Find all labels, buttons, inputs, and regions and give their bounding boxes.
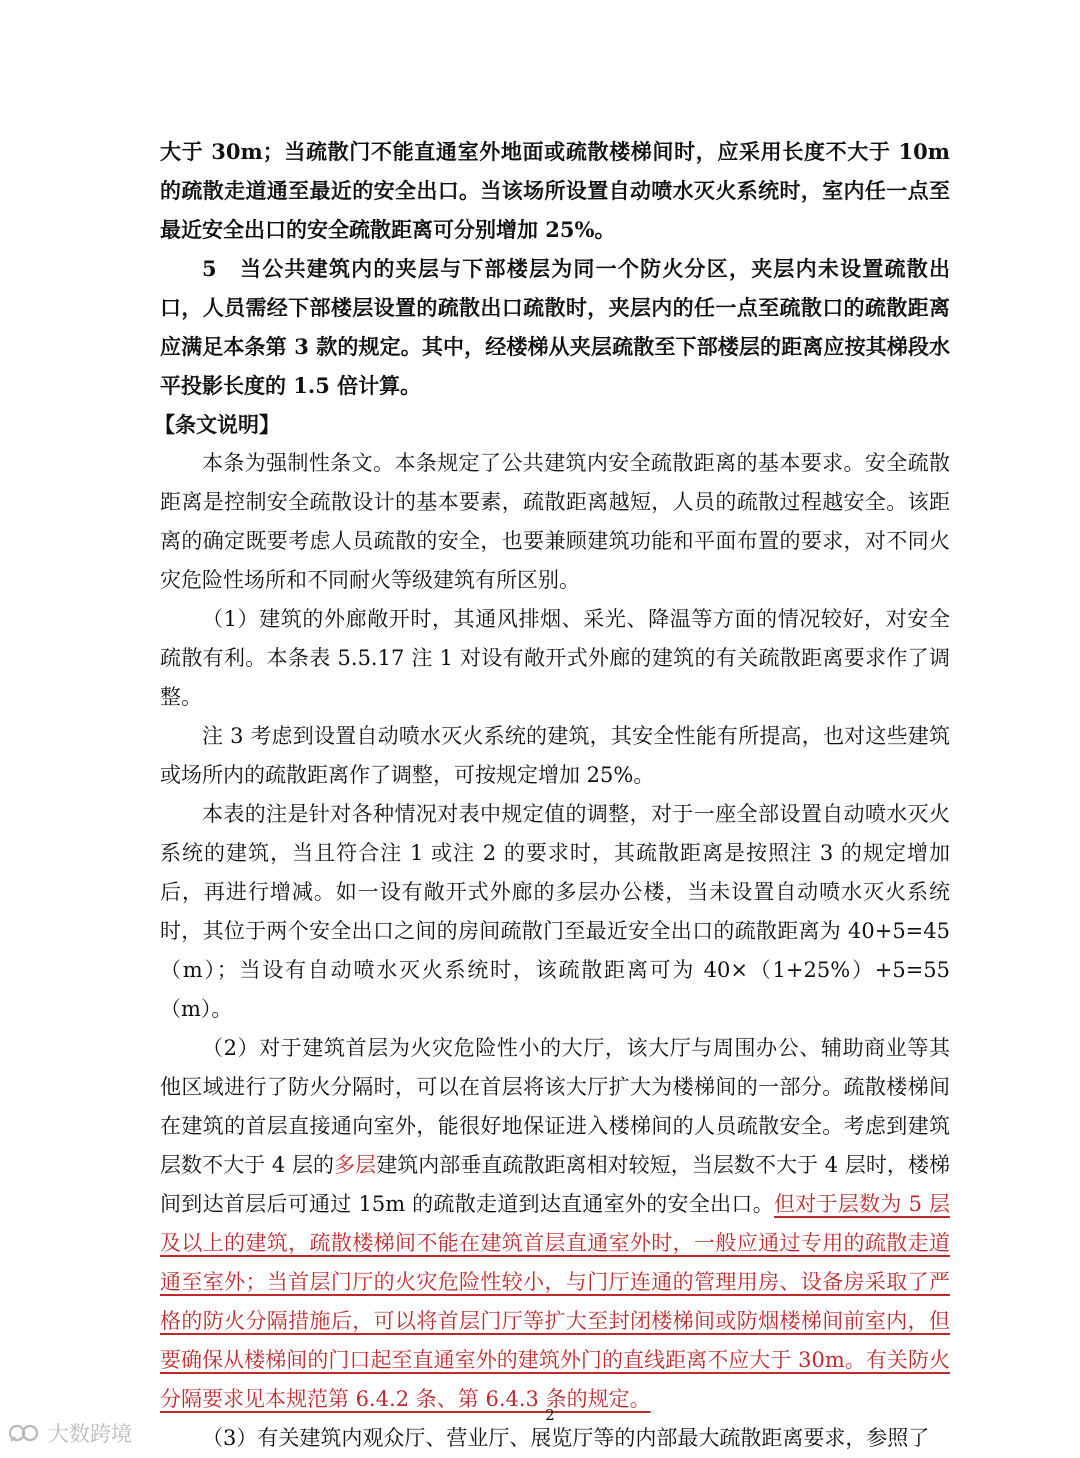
paragraph	[160, 600, 950, 717]
text-run: 建筑内部垂直疏散距离相对较短，当层数不大于 4 层时，楼梯间到达首层后可通过 15m 的疏散走道到达直通室外的安全出口。	[160, 1153, 951, 1216]
watermark	[8, 1418, 132, 1448]
text-run: （1）建筑的外廊敞开时，其通风排烟、采光、降温等方面的情况较好，对安全疏散有利。本条表 5.5.17 注 1 对设有敞开式外廊的建筑的有关疏散距离要求作了调整。	[160, 607, 950, 709]
paragraph	[160, 132, 950, 249]
watermark-logo-icon	[8, 1421, 42, 1445]
text-run: 本表的注是针对各种情况对表中规定值的调整，对于一座全部设置自动喷水灭火系统的建筑，当且符合注 1 或注 2 的要求时，其疏散距离是按照注 3 的规定增加后，再进行增减。如一设有敞开式外廊的多层办公楼，当未设置自动喷水灭火系统时，其位于两个安全出口之间的房间疏散门至最近安全出口的疏散距离为 40+5=45（m）；当设有自动喷水灭火系统时，该疏散距离可为 40×（1+25%）+5=55（m）。	[160, 802, 950, 1021]
paragraph	[160, 795, 950, 1029]
paragraph	[160, 444, 950, 600]
text-run: 注 3 考虑到设置自动喷水灭火系统的建筑，其安全性能有所提高，也对这些建筑或场所内的疏散距离作了调整，可按规定增加 25%。	[160, 724, 950, 787]
highlighted-text: 多层	[334, 1153, 377, 1177]
document-body	[154, 132, 951, 1458]
paragraph	[160, 717, 950, 795]
paragraph	[160, 1419, 950, 1458]
text-run: 【条文说明】	[154, 412, 280, 437]
section-heading	[154, 405, 950, 444]
paragraph	[160, 249, 950, 405]
text-run: 5 当公共建筑内的夹层与下部楼层为同一个防火分区，夹层内未设置疏散出口，人员需经下部楼层设置的疏散出口疏散时，夹层内的任一点至疏散口的疏散距离应满足本条第 3 款的规定。其中，经楼梯从夹层疏散至下部楼层的距离应按其梯段水平投影长度的 1.5 倍计算。	[160, 256, 950, 398]
paragraph	[160, 1029, 950, 1419]
highlighted-text: 但对于层数为 5 层及以上的建筑，疏散楼梯间不能在建筑首层直通室外时，一般应通过专用的疏散走道通至室外；当首层门厅的火灾危险性较小，与门厅连通的管理用房、设备房采取了严格的防火分隔措施后，可以将首层门厅等扩大至封闭楼梯间或防烟楼梯间前室内，但要确保从楼梯间的门口起至直通室外的建筑外门的直线距离不应大于 30m。有关防火分隔要求见本规范第 6.4.2 条、第 6.4.3 条的规定。	[160, 1192, 950, 1411]
text-run: （3）有关建筑内观众厅、营业厅、展览厅等的内部最大疏散距离要求，参照了	[202, 1426, 930, 1450]
text-run: （2）对于建筑首层为火灾危险性小的大厅，该大厅与周围办公、辅助商业等其他区域进行了防火分隔时，可以在首层将该大厅扩大为楼梯间的一部分。疏散楼梯间在建筑的首层直接通向室外，能很好地保证进入楼梯间的人员疏散安全。考虑到建筑层数不大于 4 层的	[160, 1036, 950, 1177]
text-run: 大于 30m；当疏散门不能直通室外地面或疏散楼梯间时，应采用长度不大于 10m 的疏散走道通至最近的安全出口。当该场所设置自动喷水灭火系统时，室内任一点至最近安全出口的安全疏散距离可分别增加 25%。	[160, 139, 950, 242]
page-number: 2	[545, 1406, 555, 1424]
text-run: 本条为强制性条文。本条规定了公共建筑内安全疏散距离的基本要求。安全疏散距离是控制安全疏散设计的基本要素，疏散距离越短，人员的疏散过程越安全。该距离的确定既要考虑人员疏散的安全，也要兼顾建筑功能和平面布置的要求，对不同火灾危险性场所和不同耐火等级建筑有所区别。	[160, 451, 950, 592]
watermark-text: 大数跨境	[48, 1422, 132, 1446]
